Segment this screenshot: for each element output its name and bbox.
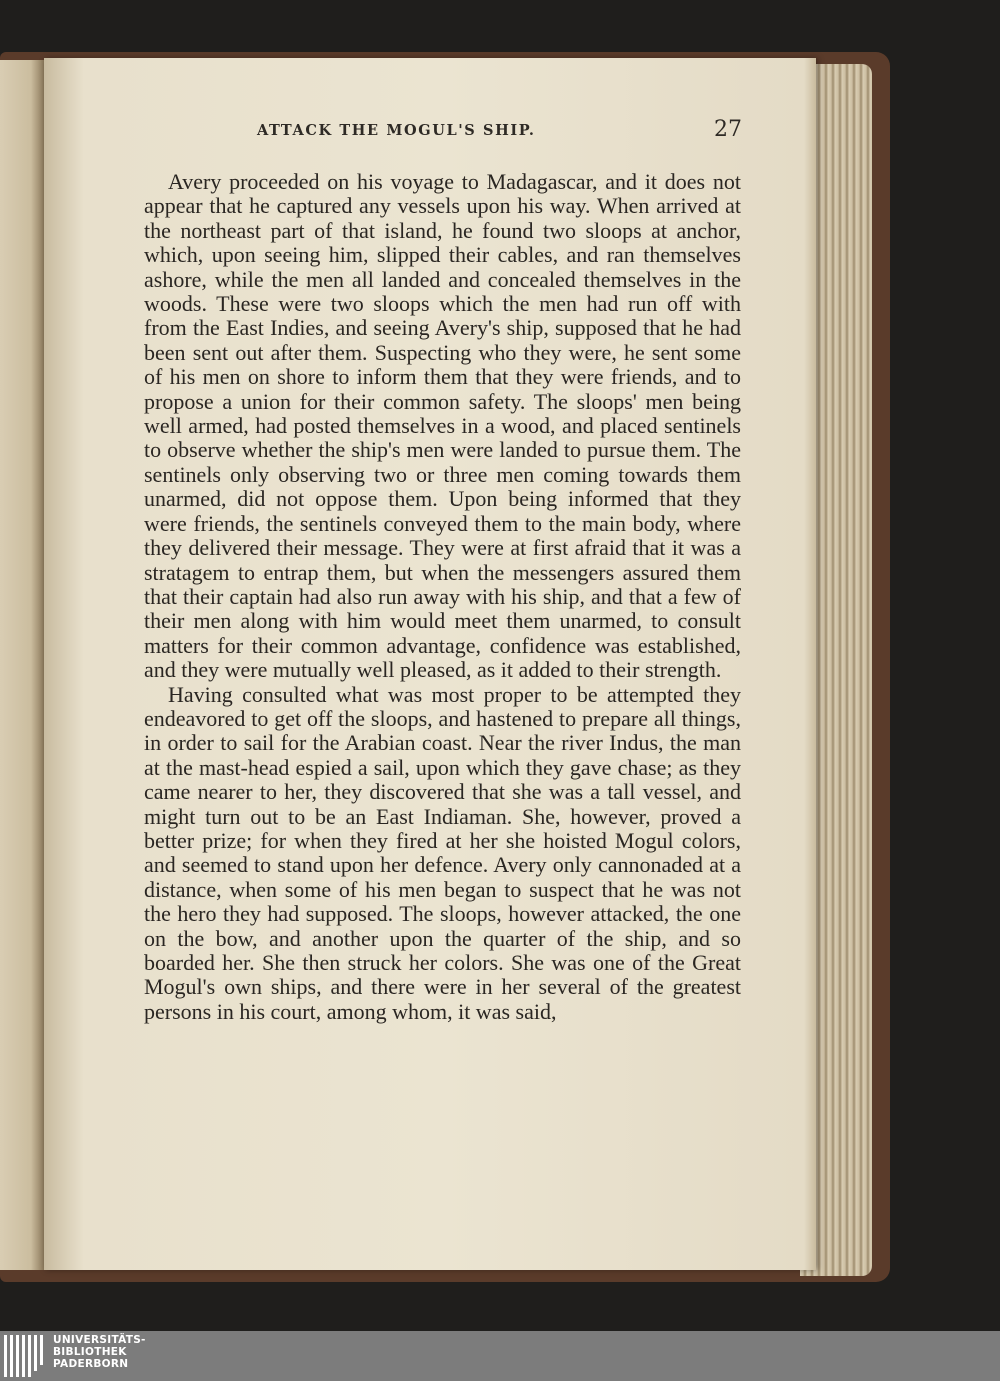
body-text bbox=[144, 170, 741, 1024]
paragraph: Avery proceeded on his voyage to Madagascar, and it does not appear that he captured any vessels upon his way. When arrived at the northeast part of that island, he found two sloops at anchor, which, upon seeing him, slipped their cables, and ran themselves ashore, while the men all landed and concealed themselves in the woods. These were two sloops which the men had run off with from the East Indies, and seeing Avery's ship, supposed that he had been sent out after them. Suspecting who they were, he sent some of his men on shore to inform them that they were friends, and to propose a union for their common safety. The sloops' men being well armed, had posted themselves in a wood, and placed sentinels to observe whether the ship's men were landed to pursue them. The sentinels only observing two or three men coming towards them unarmed, did not oppose them. Upon being informed that they were friends, the sentinels conveyed them to the main body, where they delivered their message. They were at first afraid that it was a stratagem to entrap them, but when the messengers assured them that their captain had also run away with his ship, and that a few of their men along with him would meet them unarmed, to consult matters for their common advantage, confidence was established, and they were mutually well pleased, as it added to their strength. bbox=[144, 169, 741, 683]
library-name-line: UNIVERSITÄTS- bbox=[53, 1334, 146, 1346]
running-head: ATTACK THE MOGUL'S SHIP. bbox=[257, 122, 536, 139]
library-name-line: BIBLIOTHEK bbox=[53, 1346, 127, 1358]
footer-bar bbox=[0, 1331, 1000, 1381]
library-name-line: PADERBORN bbox=[53, 1358, 129, 1370]
page-number: 27 bbox=[714, 117, 742, 142]
left-page-edge bbox=[0, 60, 44, 1270]
library-name bbox=[53, 1334, 146, 1370]
paragraph: Having consulted what was most proper to be attempted they endeavored to get off the sloops, and hastened to prepare all things, in order to sail for the Arabian coast. Near the river Indus, the man at the mast-head espied a sail, upon which they gave chase; as they came nearer to her, they discovered that she was a tall vessel, and might turn out to be an East Indiaman. She, however, proved a better prize; for when they fired at her she hoisted Mogul colors, and seemed to stand upon her defence. Avery only cannonaded at a distance, when some of his men began to suspect that he was not the hero they had supposed. The sloops, however attacked, the one on the bow, and another upon the quarter of the ship, and so boarded her. She then struck her colors. She was one of the Great Mogul's own ships, and there were in her several of the greatest persons in his court, among whom, it was said, bbox=[144, 681, 741, 1024]
library-logo-icon bbox=[2, 1333, 44, 1379]
